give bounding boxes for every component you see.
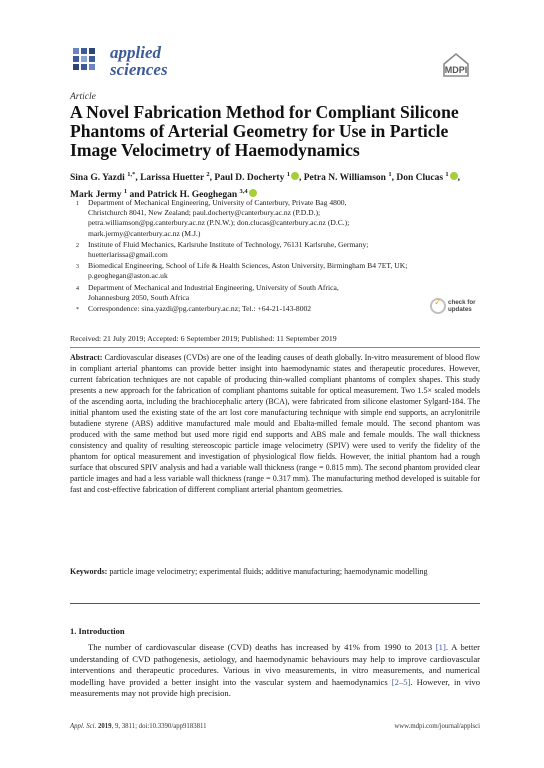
abstract-text: Cardiovascular diseases (CVDs) are one of the leading causes of death globally. In-vitro measurement of blood flow in compliant arterial phantoms can provide better insight into haemodynamic states and therapeutic procedures. However, current fabrication techniques are not capable of producing thin-walled compliant phantoms of complex shapes. This study presents a new approach for the fabrication of compliant phantoms suitable for optical measurement. Two 1.5× scaled models of the ascending aorta, including the brachiocephalic artery (BCA), were fabricated from silicone elastomer Sylgard-184. The initial phantom used the existing state of the art lost core manufacturing technique with simple end supports, an acrylonitrile butadiene styrene (ABS) additive manufactured male mould and Ebalta-milled female mould. The second phantom was produced with the same method but used more rigid end supports and ABS male and female moulds. The wall thickness consistency and quality of resulting stereoscopic particle image velocimetry (SPIV) were used to verify the fidelity of the phantom for optical measurement and investigation of physiological flow fields. However, the initial phantom had a rough surface that obscured SPIV analysis and had a variable wall thickness (range = 0.815 mm). The second phantom provided clear particle images and had a less variable wall thickness (range = 0.317 mm). The manufacturing method developed is suitable for fast and cost-effective fabrication of different compliant arterial phantom geometries. (70, 353, 480, 494)
author: Patrick H. Geoghegan $^{3,4}$ (147, 190, 256, 200)
author: Larissa Huetter $^2$ (140, 171, 210, 183)
citation-link[interactable]: [2–5] (391, 676, 411, 687)
correspondence-item: * Correspondence: sina.yazdi@pg.canterbury.ac.nz; Tel.: +64-21-143-8002 (76, 304, 312, 314)
checkmark-icon: ✓ (434, 298, 442, 308)
author: Paul D. Docherty $^1$ (214, 173, 299, 183)
abstract (70, 352, 480, 495)
journal-name-line2: sciences (110, 60, 168, 79)
citation-link[interactable]: [1] (435, 642, 446, 652)
divider (70, 603, 480, 604)
affiliation-item: 2 Institute of Fluid Mechanics, Karlsruhe Institute of Technology, 76131 Karlsruhe, Germany; huetterlarissa@gmail.com (76, 239, 369, 260)
citation-info: Appl. Sci. 2019, 9, 3811; doi:10.3390/app9183811 (70, 723, 207, 730)
affiliation-list (70, 198, 480, 316)
author: Don Clucas $^1$ (396, 173, 457, 183)
journal-logo-icon (70, 44, 104, 78)
affiliation-item: 1 Department of Mechanical Engineering, University of Canterbury, Private Bag 4800, Christchurch 8041, New Zealand; paul.docherty@canterbury.ac.nz (P.D.D.); petra.williamson@pg.canterbury.ac.nz (P.N.W.); don.clucas@canterbury.ac.nz (D.C.); mark.jermy@canterbury.ac.nz (M.J.) (76, 198, 350, 238)
journal-header (70, 44, 476, 84)
author: Mark Jermy $^1$ (70, 188, 128, 200)
orcid-icon[interactable] (450, 172, 458, 180)
publisher-name: MDPI (444, 65, 468, 75)
abstract-label: Abstract: (70, 353, 103, 362)
orcid-icon[interactable] (249, 189, 257, 197)
keywords-label: Keywords: (70, 567, 108, 576)
section-heading: 1. Introduction (70, 626, 125, 636)
divider (70, 347, 480, 348)
journal-name (110, 44, 168, 78)
keywords (70, 566, 480, 577)
keywords-text: particle image velocimetry; experimental fluids; additive manufacturing; haemodynamic modelling (109, 567, 428, 576)
author-list: Sina G. Yazdi $^{1,*}$, Larissa Huetter $^2$, Paul D. Docherty $^1$ , Petra N. Williamson $^1$, Don Clucas $^1$ , Mark Jermy $^1$ and Patrick H. Geoghegan $^{3,4}$ (70, 171, 461, 200)
author: Petra N. Williamson $^1$ (303, 171, 392, 183)
author: Sina G. Yazdi $^{1,*}$ (70, 171, 136, 183)
intro-paragraph: The number of cardiovascular disease (CVD) deaths has increased by 41% from 1990 to 2013 [1]. A better understanding of CVD pathogenesis, aetiology, and haemodynamic behaviours may help to improve cardiovascular interventions and therapeutic procedures. Various in vivo measurements, in vitro measurements, and numerical modelling have provided a better insight into the vascular system and haemodynamics [2–5]. However, in vivo measurements may not provide high precision. (70, 642, 481, 699)
publication-dates: Received: 21 July 2019; Accepted: 6 September 2019; Published: 11 September 2019 (70, 334, 337, 343)
mdpi-logo (436, 50, 476, 80)
affiliation-item: 3 Biomedical Engineering, School of Life & Health Sciences, Aston University, Birmingham B4 7ET, UK; p.geoghegan@aston.ac.uk (76, 261, 408, 281)
journal-name-line1: applied (110, 43, 161, 62)
orcid-icon[interactable] (291, 172, 299, 180)
affiliation-item: 4 Department of Mechanical and Industrial Engineering, University of South Africa, Johannesburg 2050, South Africa (76, 282, 339, 302)
check-for-updates-badge[interactable]: ✓ check for updates (430, 297, 476, 323)
journal-url[interactable]: www.mdpi.com/journal/applsci (394, 723, 480, 730)
article-type: Article (70, 92, 96, 102)
paper-title: A Novel Fabrication Method for Compliant Silicone Phantoms of Arterial Geometry for Use in Particle Image Velocimetry of Haemodynamics (70, 102, 459, 160)
